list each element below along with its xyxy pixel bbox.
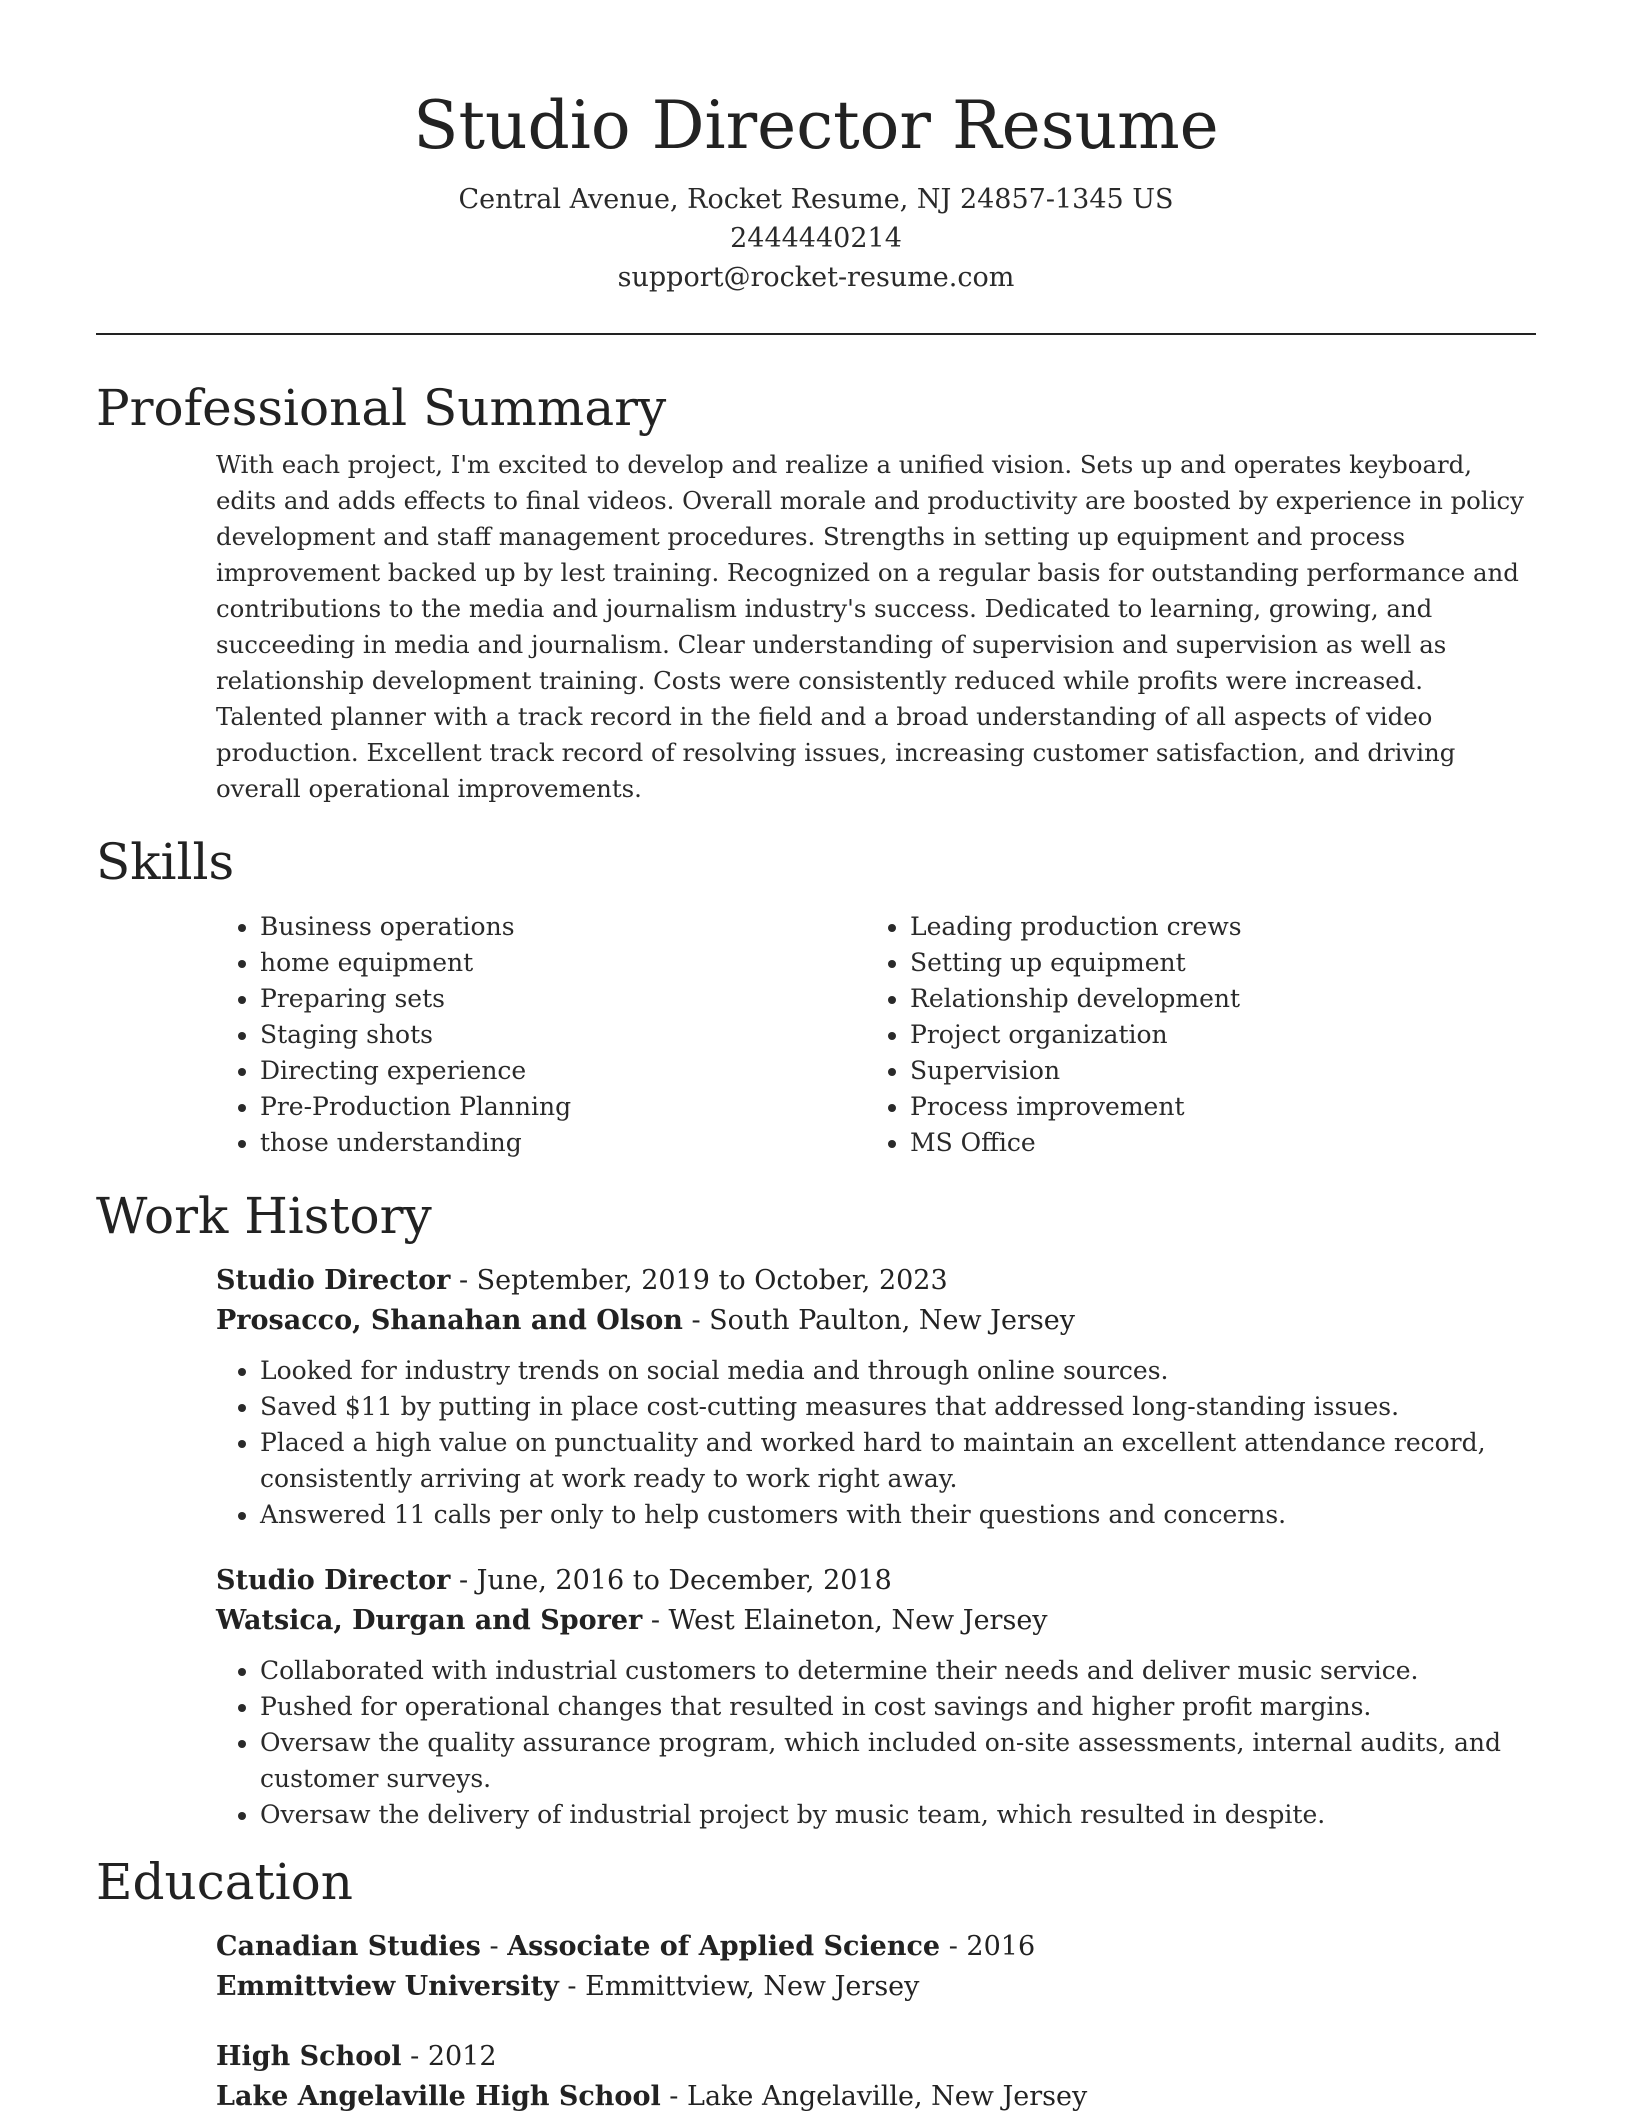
skill-item: • home equipment — [260, 945, 866, 981]
job-company-line — [216, 1301, 1536, 1341]
skill-item: • Supervision — [910, 1053, 1510, 1089]
job-company-line — [216, 1601, 1536, 1641]
separator: - — [401, 2041, 428, 2072]
separator: - — [682, 1305, 710, 1336]
skill-item: • Directing experience — [260, 1053, 866, 1089]
duty-item: • Oversaw the delivery of industrial project by music team, which resulted in despite. — [260, 1797, 1536, 1833]
education-entry — [216, 2037, 1536, 2117]
education-field: High School — [216, 2041, 402, 2072]
skill-item: • MS Office — [910, 1125, 1510, 1161]
resume-title: Studio Director Resume — [413, 87, 1219, 164]
job-dates: June, 2016 to December, 2018 — [476, 1565, 892, 1596]
contact-address: Central Avenue, Rocket Resume, NJ 24857-1345 US — [458, 184, 1174, 215]
separator: - — [450, 1265, 477, 1296]
duty-item: • Pushed for operational changes that resulted in cost savings and higher profit margins. — [260, 1689, 1536, 1725]
job-entry — [216, 1561, 1536, 1833]
job-title-line — [216, 1561, 1536, 1601]
job-location: West Elaineton, New Jersey — [668, 1605, 1048, 1636]
skills-heading: Skills — [96, 833, 235, 891]
job-company: Prosacco, Shanahan and Olson — [216, 1305, 683, 1336]
separator: - — [558, 1971, 586, 2002]
separator: - — [660, 2081, 688, 2112]
education-field: Canadian Studies — [216, 1931, 481, 1962]
skills-list — [216, 909, 1536, 1161]
skill-item: • Project organization — [910, 1017, 1510, 1053]
skill-item: • Relationship development — [910, 981, 1510, 1017]
separator: - — [642, 1605, 669, 1636]
job-location: South Paulton, New Jersey — [709, 1305, 1075, 1336]
job-title: Studio Director — [216, 1565, 451, 1596]
work-history-heading: Work History — [96, 1187, 432, 1245]
skill-item: • Setting up equipment — [910, 945, 1510, 981]
skills-column-left — [216, 909, 866, 1161]
skill-item: • Preparing sets — [260, 981, 866, 1017]
job-title-line — [216, 1261, 1536, 1301]
education-year: 2016 — [966, 1931, 1036, 1962]
duty-item: • Collaborated with industrial customers to determine their needs and deliver music service. — [260, 1653, 1536, 1689]
contact-block — [96, 180, 1536, 297]
summary-heading: Professional Summary — [96, 379, 667, 437]
separator: - — [480, 1931, 508, 1962]
education-school-line — [216, 1967, 1536, 2007]
separator: - — [940, 1931, 967, 1962]
education-degree-line — [216, 1927, 1536, 1967]
education-school-line — [216, 2077, 1536, 2117]
summary-text: With each project, I'm excited to develop and realize a unified vision. Sets up and operates keyboard, edits and adds effects to final videos. Overall morale and productivity are boosted by experience in policy development and staff management procedures. Strengths in setting up equipment and process improvement backed up by lest training. Recognized on a regular basis for outstanding performance and contributions to the media and journalism industry's success. Dedicated to learning, growing, and succeeding in media and journalism. Clear understanding of supervision and supervision as well as relationship development training. Costs were consistently reduced while profits were increased. Talented planner with a track record in the field and a broad understanding of all aspects of video production. Excellent track record of resolving issues, increasing customer satisfaction, and driving overall operational improvements. — [216, 450, 1524, 803]
education-school: Lake Angelaville High School — [216, 2081, 661, 2112]
skill-item: • Process improvement — [910, 1089, 1510, 1125]
skill-item: • Leading production crews — [910, 909, 1510, 945]
job-duties — [216, 1353, 1536, 1533]
education-location: Emmittview, New Jersey — [585, 1971, 920, 2002]
skills-column-right — [866, 909, 1510, 1161]
separator: - — [450, 1565, 477, 1596]
job-duties — [216, 1653, 1536, 1833]
education-heading: Education — [96, 1853, 353, 1911]
contact-phone: 2444440214 — [730, 223, 902, 254]
job-company: Watsica, Durgan and Sporer — [216, 1605, 643, 1636]
contact-email: support@rocket-resume.com — [617, 262, 1015, 293]
duty-item: • Placed a high value on punctuality and worked hard to maintain an excellent attendance record, consistently arriving at work ready to work right away. — [260, 1425, 1536, 1497]
education-degree: Associate of Applied Science — [507, 1931, 941, 1962]
duty-item: • Oversaw the quality assurance program, which included on-site assessments, internal audits, and customer surveys. — [260, 1725, 1536, 1797]
skill-item: • Pre-Production Planning — [260, 1089, 866, 1125]
header-divider — [96, 333, 1536, 335]
duty-item: • Answered 11 calls per only to help customers with their questions and concerns. — [260, 1497, 1536, 1533]
skill-item: • Business operations — [260, 909, 866, 945]
duty-item: • Saved $11 by putting in place cost-cutting measures that addressed long-standing issues. — [260, 1389, 1536, 1425]
skill-item: • Staging shots — [260, 1017, 866, 1053]
duty-item: • Looked for industry trends on social media and through online sources. — [260, 1353, 1536, 1389]
education-degree-line — [216, 2037, 1536, 2077]
education-location: Lake Angelaville, New Jersey — [687, 2081, 1088, 2112]
education-school: Emmittview University — [216, 1971, 559, 2002]
education-entry — [216, 1927, 1536, 2007]
job-dates: September, 2019 to October, 2023 — [476, 1265, 948, 1296]
job-entry — [216, 1261, 1536, 1533]
education-year: 2012 — [427, 2041, 497, 2072]
resume-page — [96, 0, 1536, 2117]
job-title: Studio Director — [216, 1265, 451, 1296]
skill-item: • those understanding — [260, 1125, 866, 1161]
